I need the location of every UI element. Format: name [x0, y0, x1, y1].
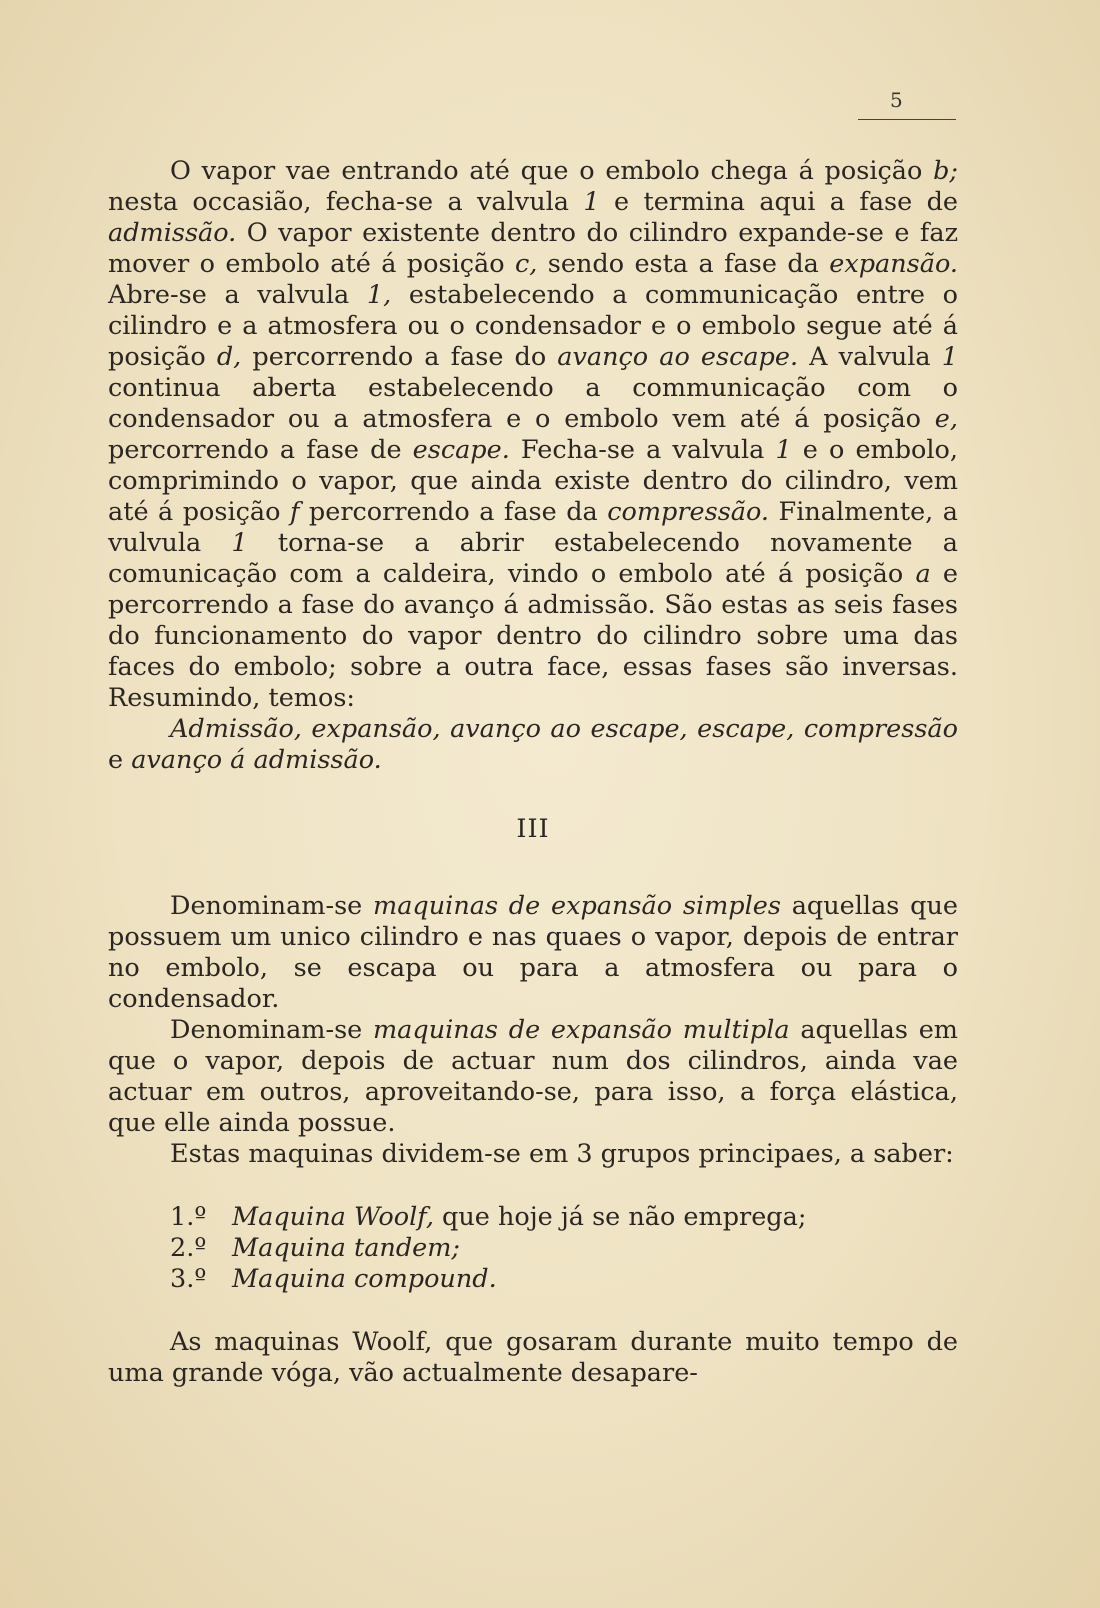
italic-run: 1: [941, 342, 958, 372]
text-run: aquellas em que o vapor, depois de actuar num dos cilindros, ainda vae actuar em outros, aproveitando-se, para isso, a força elástica, que elle ainda possue.: [108, 1015, 958, 1138]
header-rule: [858, 119, 956, 120]
italic-run: a: [915, 559, 931, 589]
text-run: e o embolo, comprimindo o vapor, que ainda existe dentro do cilindro, vem até á posição: [108, 435, 958, 527]
italic-run: c,: [514, 249, 538, 279]
list-item-name: Maquina tandem;: [232, 1233, 461, 1263]
italic-run: b;: [933, 156, 958, 186]
italic-run: Admissão, expansão, avanço ao escape, escape, compressão: [170, 714, 958, 744]
text-run: continua aberta estabelecendo a communicação com o condensador ou a atmosfera e o embolo vem até á posição: [108, 373, 958, 434]
text-run: estabelecendo a communicação entre o cilindro e a atmosfera ou o condensador e o embolo segue até á posição: [108, 280, 958, 372]
paragraph-phase-summary: [108, 714, 958, 776]
page-number: 5: [890, 88, 903, 112]
text-run: percorrendo a fase da: [299, 497, 608, 527]
italic-run: admissão.: [108, 218, 237, 248]
paragraph-phases: [108, 156, 958, 714]
text-run: sendo esta a fase da: [537, 249, 830, 279]
list-item: [170, 1233, 958, 1264]
text-run: Denominam-se: [170, 1015, 373, 1045]
text-run: e termina aqui a fase de: [599, 187, 958, 217]
list-item: [170, 1264, 958, 1295]
text-run: Abre-se a valvula: [108, 280, 367, 310]
italic-run: avanço á admissão.: [131, 745, 382, 775]
italic-run: d,: [216, 342, 242, 372]
paragraph-woolf: [108, 1327, 958, 1389]
italic-run: f: [289, 497, 300, 527]
list-ordinal: 3.º: [170, 1264, 207, 1294]
text-run: O vapor vae entrando até que o embolo chega á posição: [170, 156, 934, 186]
text-run: Fecha-se a valvula: [509, 435, 776, 465]
list-item-name: Maquina compound.: [232, 1264, 497, 1294]
italic-run: 1: [583, 187, 600, 217]
text-run: As maquinas Woolf, que gosaram durante muito tempo de uma grande vóga, vão actualmente desapare-: [108, 1327, 958, 1388]
text-run: percorrendo a fase do: [241, 342, 558, 372]
text-run: O vapor existente dentro do cilindro expande-se e faz mover o embolo até á posição: [108, 218, 958, 279]
paragraph-multiple-expansion: [108, 1015, 958, 1139]
italic-run: avanço ao escape.: [557, 342, 799, 372]
italic-run: e,: [934, 404, 958, 434]
italic-run: 1: [231, 528, 248, 558]
text-run: e percorrendo a fase do avanço á admissão. São estas as seis fases do funcionamento do vapor dentro do cilindro sobre uma das faces do embolo; sobre a outra face, essas fases são inversas. Resumindo, temos:: [108, 559, 958, 713]
italic-run: escape.: [412, 435, 510, 465]
italic-run: expansão.: [829, 249, 958, 279]
text-run: percorrendo a fase de: [108, 435, 413, 465]
list-ordinal: 1.º: [170, 1202, 207, 1232]
italic-run: maquinas de expansão simples: [373, 891, 781, 921]
paragraph-groups: [108, 1139, 958, 1170]
italic-run: 1,: [366, 280, 392, 310]
list-item-text: que hoje já se não emprega;: [433, 1202, 807, 1232]
list-item: [170, 1202, 958, 1233]
text-run: Estas maquinas dividem-se em 3 grupos principaes, a saber:: [170, 1139, 954, 1169]
list-item-name: Maquina Woolf,: [232, 1202, 434, 1232]
text-run: Finalmente, a vulvula: [108, 497, 958, 558]
text-run: torna-se a abrir estabelecendo novamente a comunicação com a caldeira, vindo o embolo até á posição: [108, 528, 958, 589]
text-run: aquellas que possuem um unico cilindro e nas quaes o vapor, depois de entrar no embolo, se escapa ou para a atmosfera ou para o condensador.: [108, 891, 958, 1014]
page-body: [108, 156, 958, 1389]
paragraph-simple-expansion: [108, 891, 958, 1015]
text-run: nesta occasião, fecha-se a valvula: [108, 187, 584, 217]
italic-run: maquinas de expansão multipla: [373, 1015, 790, 1045]
machine-group-list: [108, 1202, 958, 1295]
italic-run: compressão.: [607, 497, 770, 527]
text-run: Denominam-se: [170, 891, 374, 921]
italic-run: 1: [775, 435, 792, 465]
list-ordinal: 2.º: [170, 1233, 207, 1263]
text-run: A valvula: [798, 342, 942, 372]
text-run: e: [108, 745, 132, 775]
section-heading: III: [516, 814, 550, 844]
